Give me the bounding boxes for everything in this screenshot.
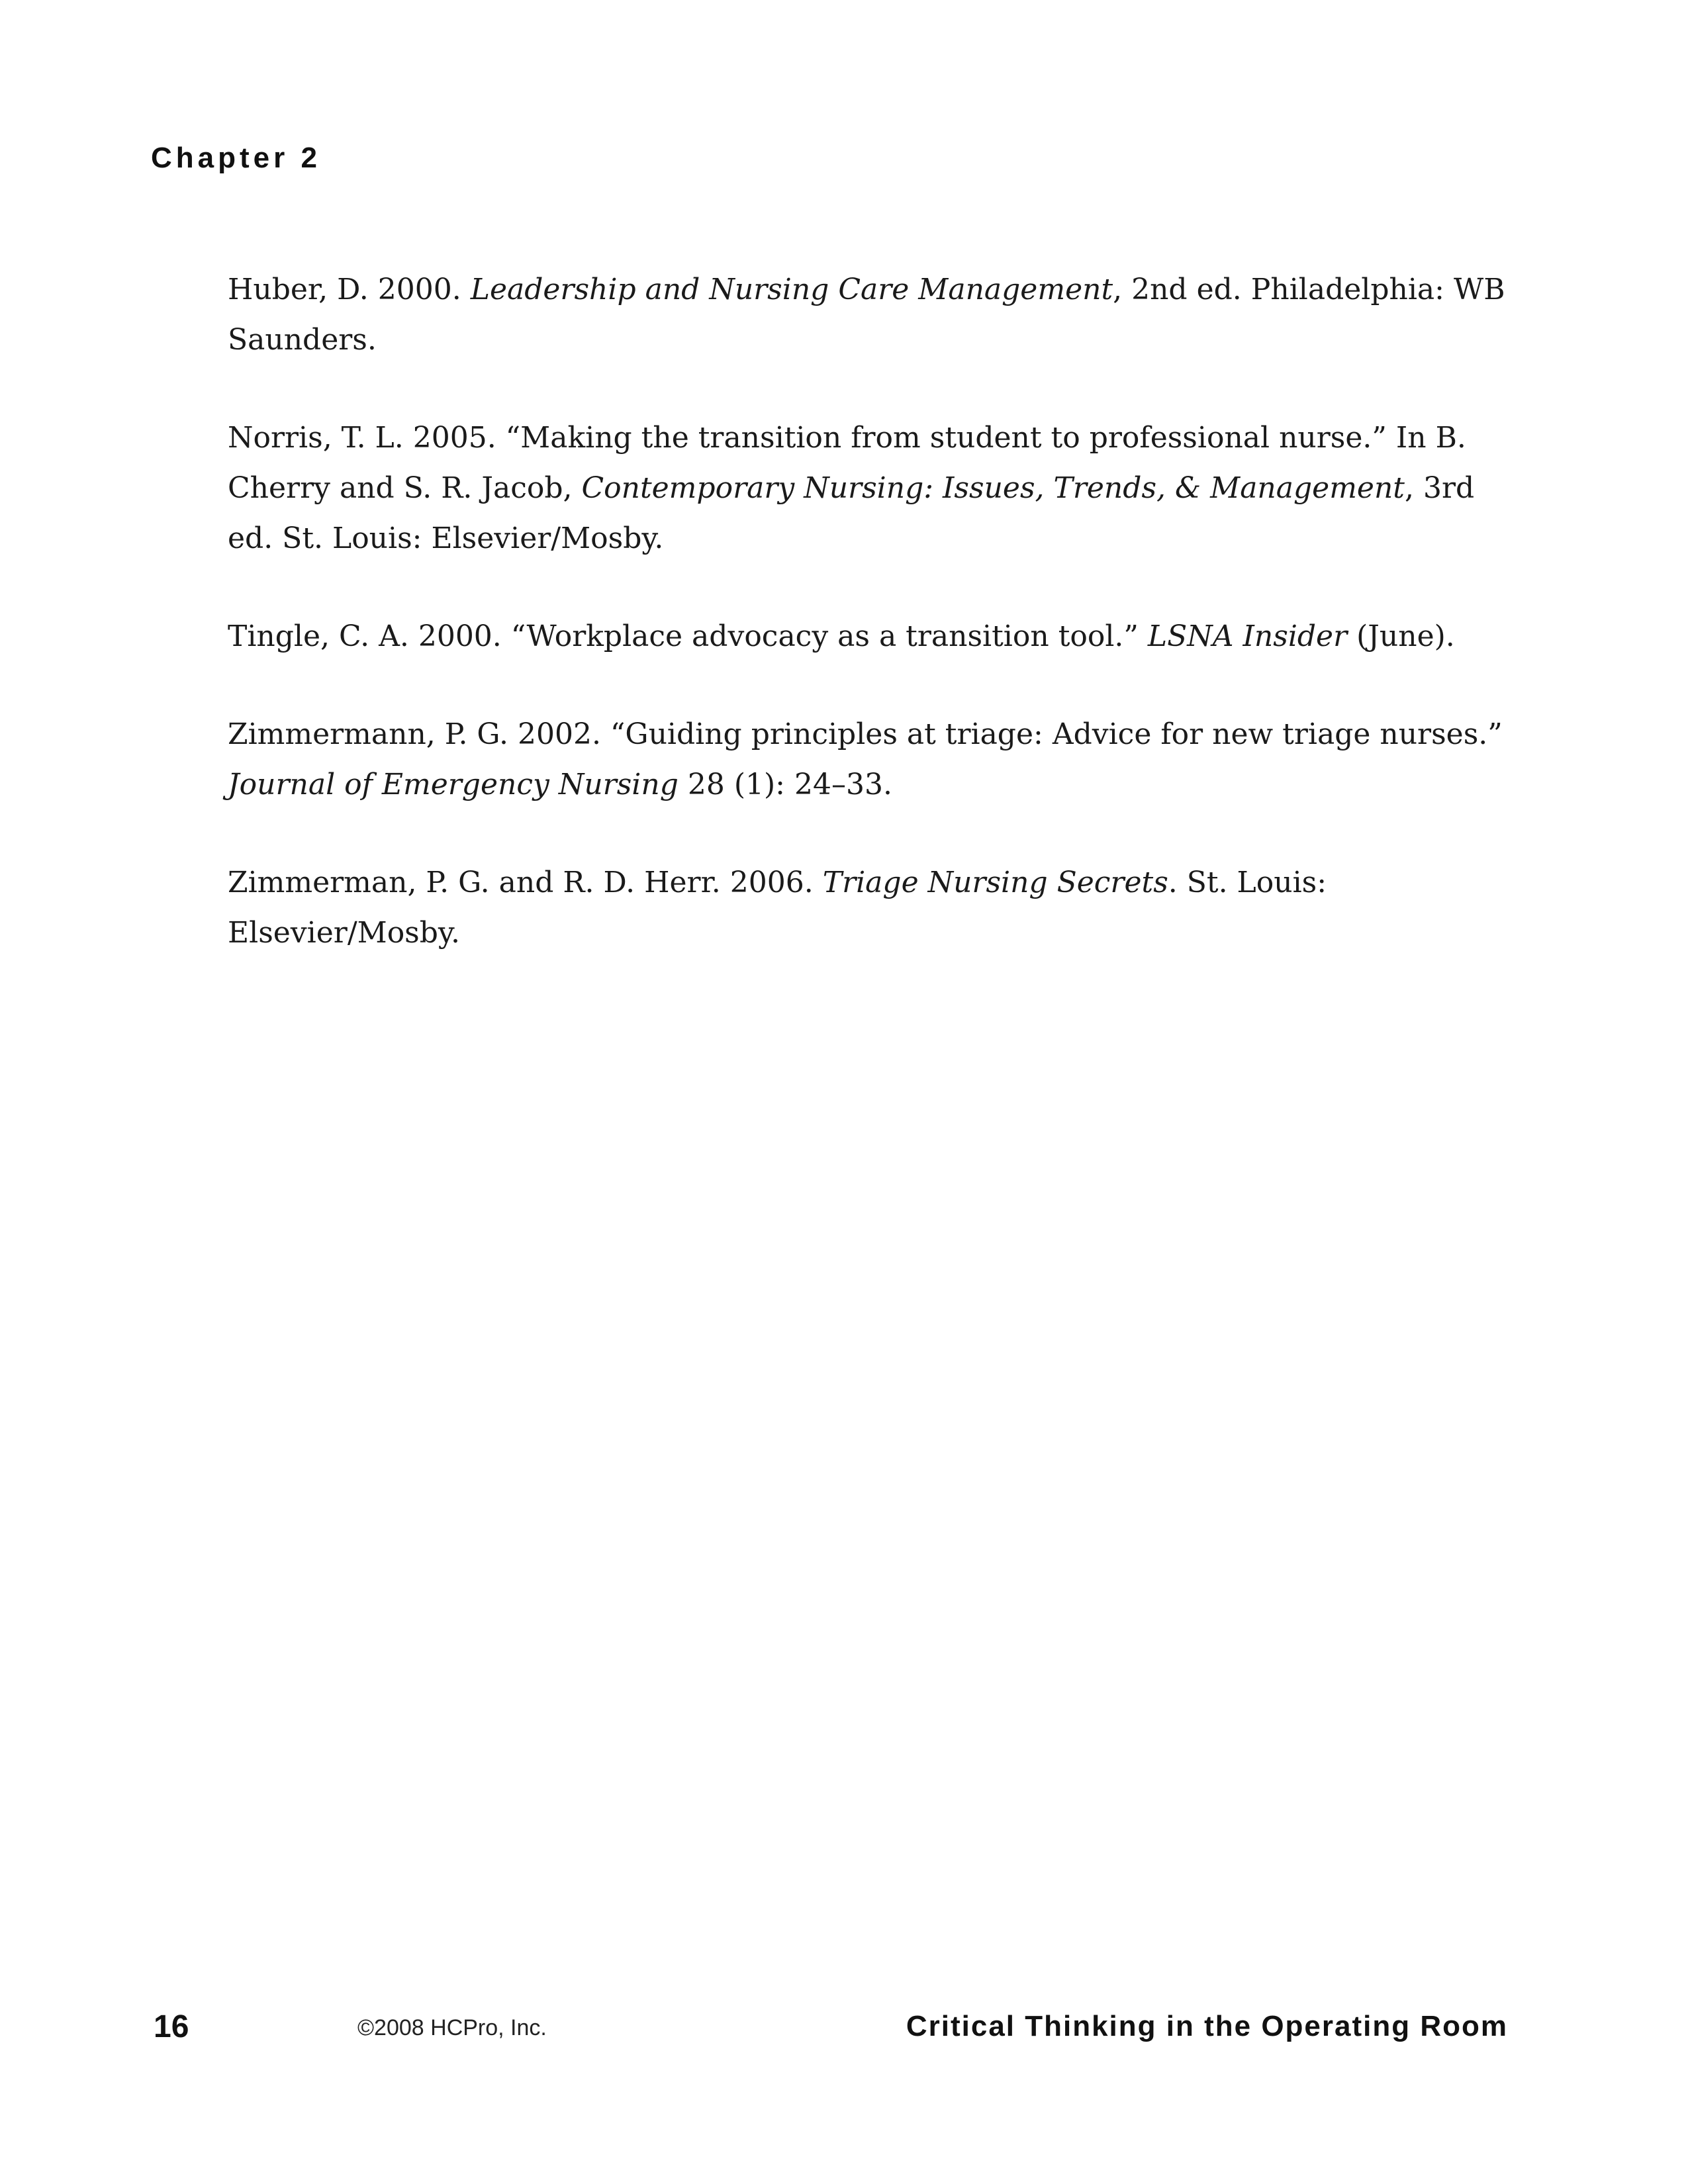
chapter-heading: Chapter 2 <box>151 142 321 174</box>
reference-title: LSNA Insider <box>1147 619 1348 653</box>
reference-title: Leadership and Nursing Care Management <box>470 273 1113 306</box>
page-number: 16 <box>154 2009 189 2044</box>
reference-tingle <box>228 612 1505 662</box>
reference-text: , 2nd ed. Philadelphia: WB Saunders. <box>228 273 1505 357</box>
reference-zimmerman-herr <box>228 858 1505 958</box>
reference-text: , 3rd ed. St. Louis: Elsevier/Mosby. <box>228 471 1475 555</box>
reference-text: Zimmerman, P. G. and R. D. Herr. 2006. <box>228 866 823 899</box>
page-footer <box>0 2009 1688 2055</box>
copyright-notice: ©2008 HCPro, Inc. <box>357 2015 547 2040</box>
reference-text: Zimmermann, P. G. 2002. “Guiding principles at triage: Advice for new triage nurses.” <box>228 717 1503 751</box>
reference-text: Norris, T. L. 2005. “Making the transition from student to professional nurse.” In B. Cherry and S. R. Jacob, <box>228 421 1466 505</box>
reference-zimmermann <box>228 709 1505 810</box>
book-title: Critical Thinking in the Operating Room <box>906 2010 1508 2042</box>
reference-norris <box>228 413 1505 564</box>
reference-title: Triage Nursing Secrets <box>822 866 1168 899</box>
reference-text: . St. Louis: Elsevier/Mosby. <box>228 866 1327 950</box>
reference-list <box>228 265 1505 1006</box>
reference-text: Huber, D. 2000. <box>228 273 471 306</box>
reference-text: Tingle, C. A. 2000. “Workplace advocacy as a transition tool.” <box>228 619 1148 653</box>
reference-text: 28 (1): 24–33. <box>678 768 892 801</box>
reference-text: (June). <box>1347 619 1455 653</box>
reference-huber <box>228 265 1505 365</box>
reference-title: Journal of Emergency Nursing <box>228 768 679 801</box>
reference-title: Contemporary Nursing: Issues, Trends, & Management <box>581 471 1405 505</box>
